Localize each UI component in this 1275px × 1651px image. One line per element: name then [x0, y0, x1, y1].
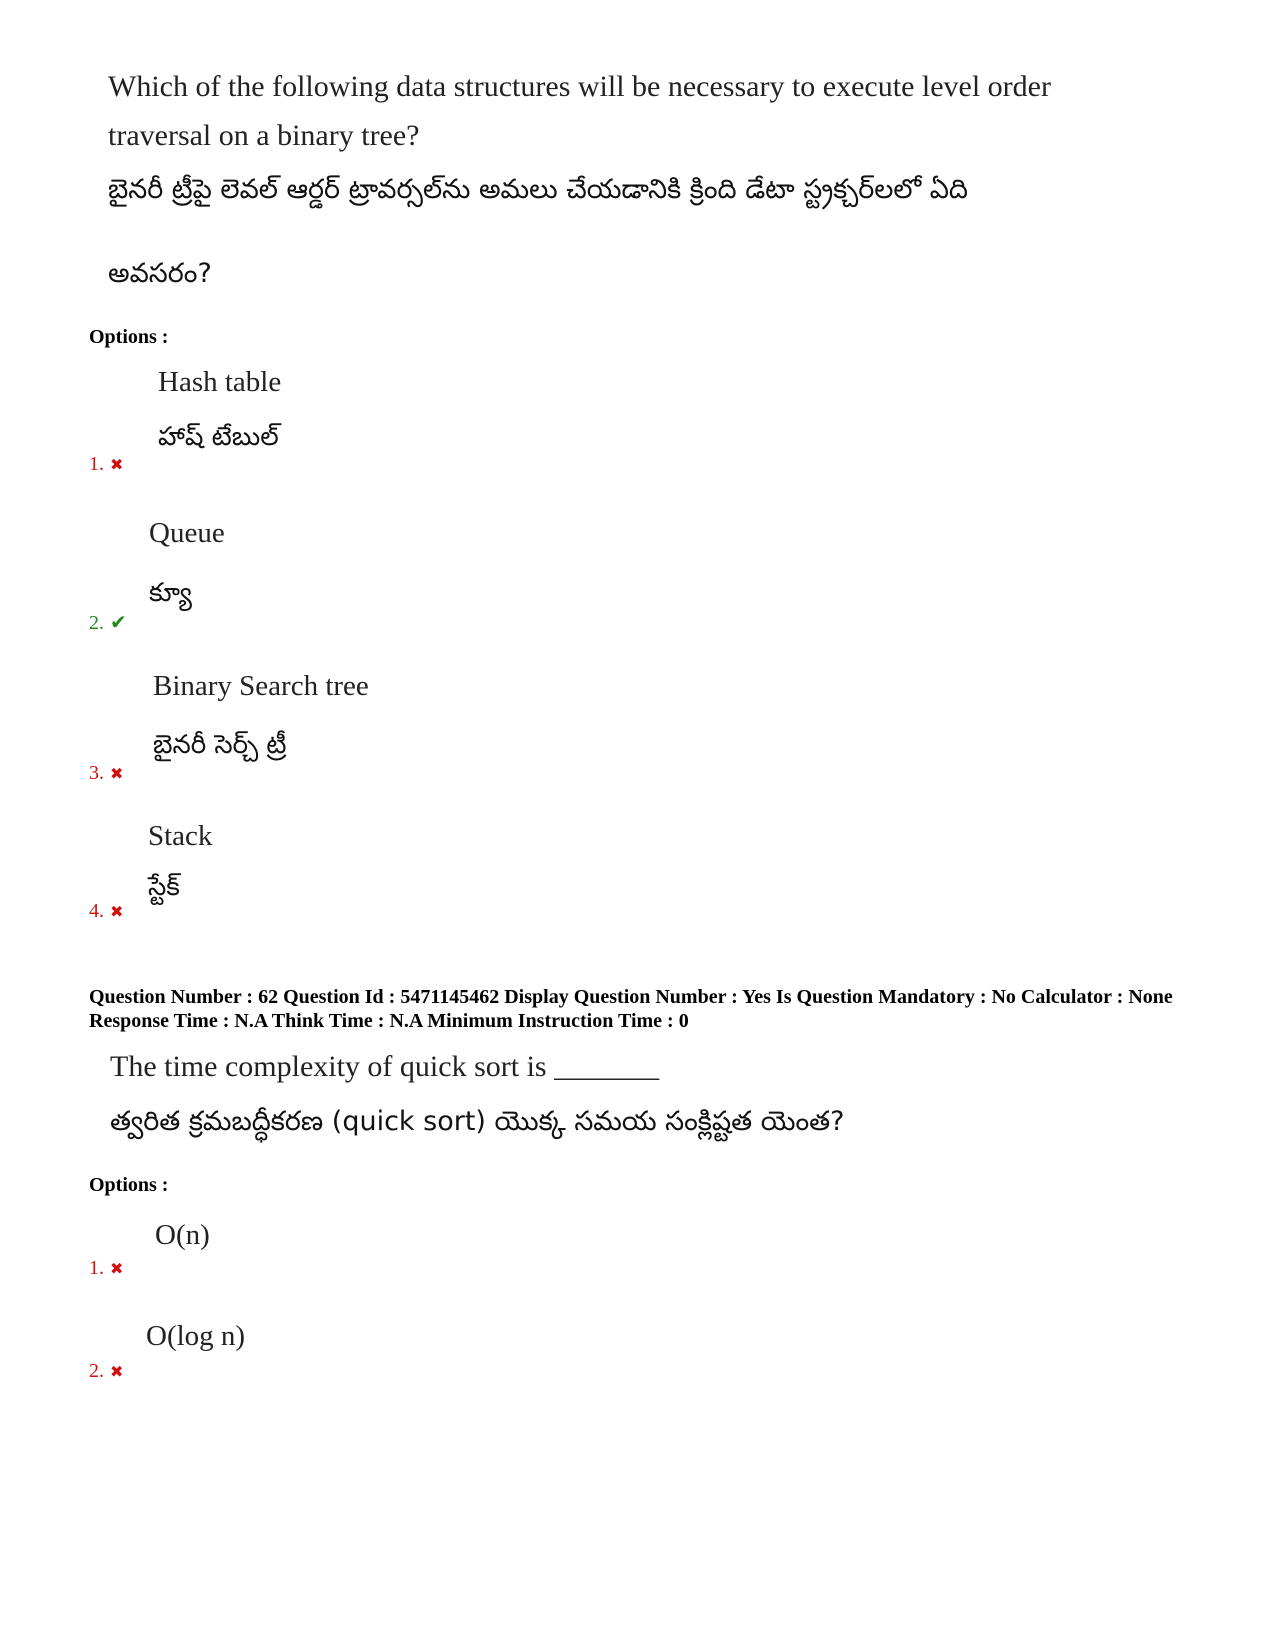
- question-text-en: The time complexity of quick sort is _______: [110, 1050, 660, 1083]
- option-text-en: Queue: [149, 517, 225, 549]
- cross-icon: ✖: [110, 904, 124, 921]
- question-text-en-line2: traversal on a binary tree?: [108, 119, 420, 152]
- options-label: Options :: [89, 326, 169, 348]
- option-number: [89, 610, 127, 635]
- option-number-label: 2.: [89, 612, 104, 634]
- question-text-te: త్వరిత క్రమబద్ధీకరణ (quick sort) యొక్క సమయ సంక్లిష్టత యెంత?: [110, 1106, 845, 1137]
- option-number: [89, 453, 123, 476]
- option-text-en: O(n): [155, 1219, 210, 1251]
- cross-icon: ✖: [110, 766, 124, 783]
- option-text-te: హాష్ టేబుల్: [158, 422, 279, 452]
- question-metadata: Question Number : 62 Question Id : 5471145462 Display Question Number : Yes Is Question Mandatory : No Calculator : None Response Time : N.A Think Time : N.A Minimum Instruction Time : 0: [89, 986, 1173, 1032]
- option-number-label: 4.: [89, 900, 104, 922]
- option-number-label: 2.: [89, 1360, 104, 1382]
- option-text-en: Stack: [148, 820, 213, 852]
- option-text-en: Hash table: [158, 366, 282, 398]
- option-number: [89, 1360, 123, 1383]
- cross-icon: ✖: [110, 1364, 124, 1381]
- option-text-te: బైనరీ సెర్చ్ ట్రీ: [153, 730, 287, 760]
- option-text-te: క్యూ: [149, 578, 192, 608]
- option-number: [89, 900, 123, 923]
- cross-icon: ✖: [110, 457, 124, 474]
- option-number-label: 1.: [89, 453, 104, 475]
- option-text-en: Binary Search tree: [153, 670, 369, 702]
- option-number-label: 1.: [89, 1257, 104, 1279]
- option-number: [89, 762, 123, 785]
- option-text-te: స్టేక్: [148, 872, 180, 902]
- question-text-te-line2: అవసరం?: [108, 258, 212, 289]
- options-label: Options :: [89, 1174, 169, 1196]
- check-icon: ✔: [110, 612, 127, 634]
- option-text-en: O(log n): [146, 1320, 246, 1352]
- question-text-en-line1: Which of the following data structures will be necessary to execute level order: [108, 70, 1051, 103]
- option-number: [89, 1257, 123, 1280]
- cross-icon: ✖: [110, 1261, 124, 1278]
- option-number-label: 3.: [89, 762, 104, 784]
- question-text-te-line1: బైనరీ ట్రీపై లెవల్ ఆర్డర్ ట్రావర్సల్‌ను అమలు చేయడానికి క్రింది డేటా స్ట్రక్చర్‌లలో ఏది: [108, 174, 968, 205]
